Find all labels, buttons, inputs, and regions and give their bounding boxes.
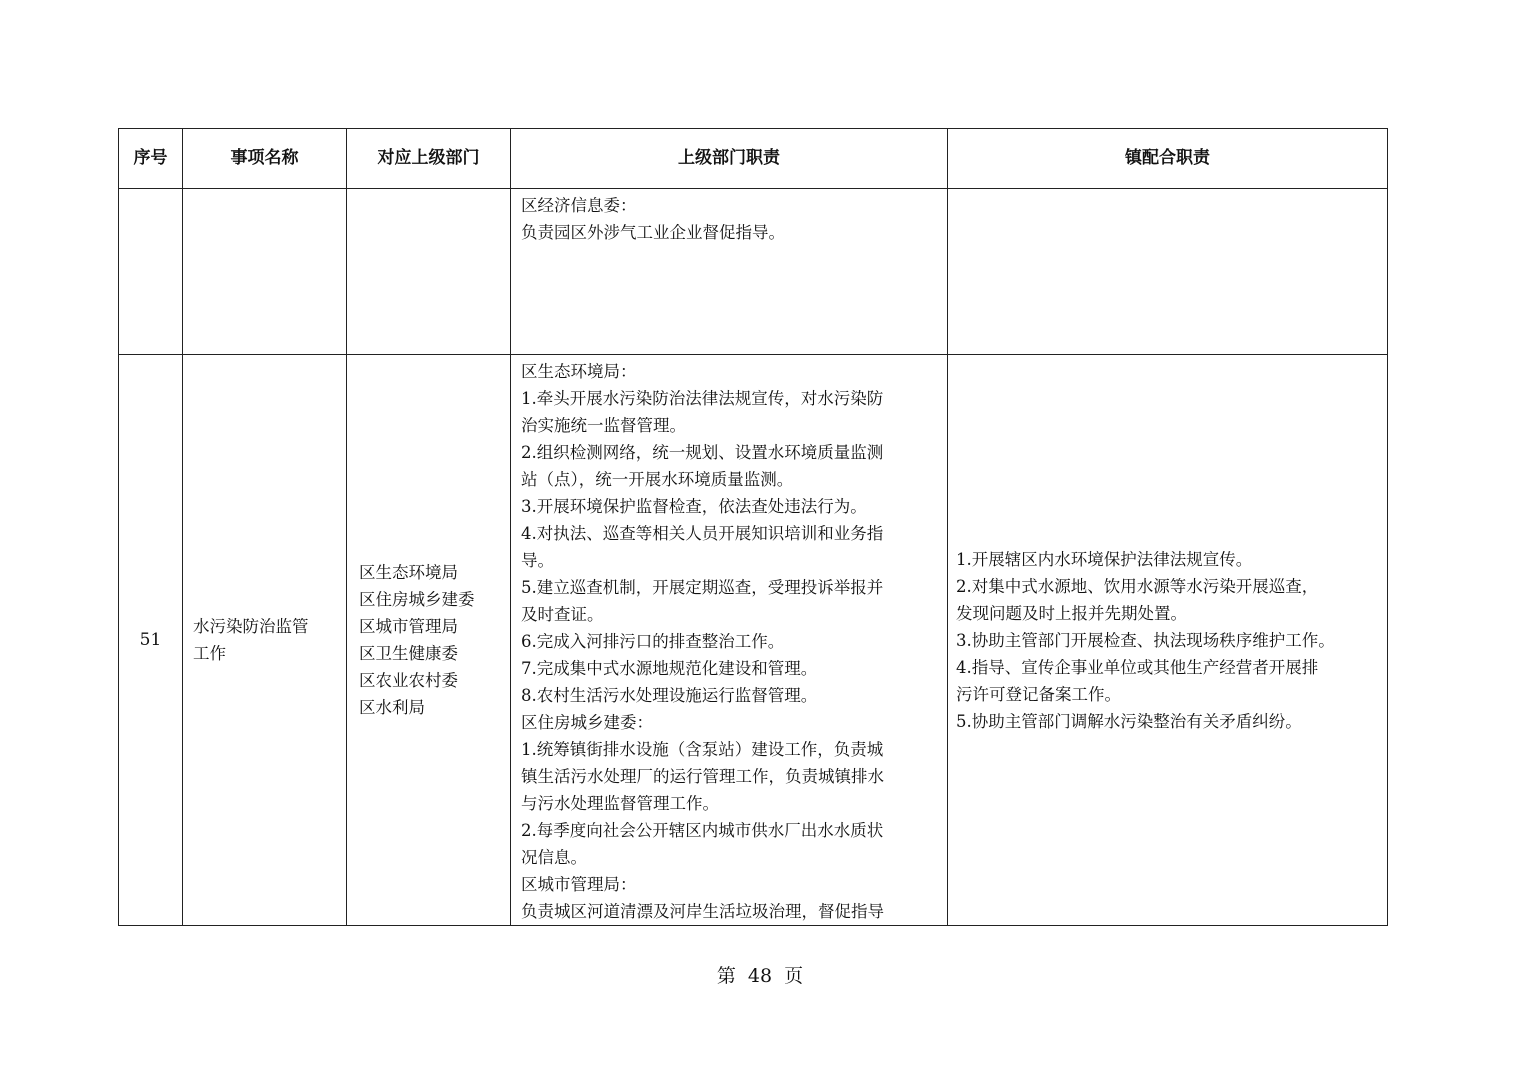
row51-town-duty (948, 355, 1388, 926)
row51-upper-line: 与污水处理监督管理工作。 (521, 794, 719, 813)
row51-dept-line: 区住房城乡建委 (359, 590, 475, 609)
header-upper-duty: 上级部门职责 (511, 129, 948, 189)
row51-town-line: 1.开展辖区内水环境保护法律法规宣传。 (956, 549, 1253, 569)
page-number: 第 48 页 (716, 965, 804, 987)
row51-upper-line: 3.开展环境保护监督检查，依法查处违法行为。 (521, 497, 867, 516)
continued-town-duty (948, 189, 1388, 355)
row51-upper-line: 治实施统一监督管理。 (521, 416, 686, 435)
row51-dept-line: 区农业农村委 (359, 671, 458, 690)
table-row-51 (119, 355, 1388, 926)
continued-upper-line: 负责园区外涉气工业企业督促指导。 (521, 223, 785, 242)
header-dept: 对应上级部门 (347, 129, 511, 189)
table-row-continued (119, 189, 1388, 355)
continued-seq (119, 189, 183, 355)
row51-upper-line: 区住房城乡建委： (521, 713, 653, 732)
continued-dept (347, 189, 511, 355)
row51-upper-line: 6.完成入河排污口的排查整治工作。 (521, 632, 785, 651)
row51-town-line: 2.对集中式水源地、饮用水源等水污染开展巡查， (956, 576, 1319, 596)
row51-seq: 51 (119, 355, 183, 926)
row51-upper-line: 2.组织检测网络，统一规划、设置水环境质量监测 (521, 443, 884, 462)
row51-upper-line: 1.统筹镇街排水设施（含泵站）建设工作，负责城 (521, 740, 884, 759)
continued-upper-duty (511, 189, 948, 355)
row51-upper-line: 镇生活污水处理厂的运行管理工作，负责城镇排水 (521, 767, 884, 786)
row51-dept-line: 区卫生健康委 (359, 644, 458, 663)
header-town-duty: 镇配合职责 (948, 129, 1388, 189)
row51-upper-line: 7.完成集中式水源地规范化建设和管理。 (521, 659, 818, 678)
row51-upper-line: 1.牵头开展水污染防治法律法规宣传，对水污染防 (521, 389, 884, 408)
header-item-name: 事项名称 (183, 129, 347, 189)
row51-upper-line: 2.每季度向社会公开辖区内城市供水厂出水水质状 (521, 821, 884, 840)
row51-upper-line: 5.建立巡查机制，开展定期巡查，受理投诉举报并 (521, 578, 884, 597)
row51-item-name (183, 355, 347, 926)
row51-dept-line: 区生态环境局 (359, 563, 458, 582)
row51-item-name-line: 水污染防治监管 (193, 617, 309, 636)
row51-dept (347, 355, 511, 926)
row51-upper-line: 4.对执法、巡查等相关人员开展知识培训和业务指 (521, 524, 884, 543)
row51-town-line: 发现问题及时上报并先期处置。 (956, 603, 1187, 623)
continued-item-name (183, 189, 347, 355)
continued-upper-line: 区经济信息委： (521, 196, 637, 215)
row51-upper-line: 导。 (521, 551, 554, 570)
row51-town-line: 污许可登记备案工作。 (956, 684, 1121, 704)
row51-upper-line: 况信息。 (521, 848, 587, 867)
row51-town-line: 5.协助主管部门调解水污染整治有关矛盾纠纷。 (956, 711, 1302, 731)
row51-upper-duty (511, 355, 948, 926)
row51-upper-line: 区城市管理局： (521, 875, 637, 894)
row51-upper-line: 负责城区河道清漂及河岸生活垃圾治理，督促指导 (521, 902, 884, 921)
row51-upper-line: 区生态环境局： (521, 362, 637, 381)
row51-dept-line: 区水利局 (359, 698, 425, 717)
responsibility-table (118, 128, 1388, 926)
row51-upper-line: 及时查证。 (521, 605, 604, 624)
row51-upper-line: 站（点），统一开展水环境质量监测。 (521, 470, 794, 489)
table-header-row (119, 129, 1388, 189)
row51-upper-line: 8.农村生活污水处理设施运行监督管理。 (521, 686, 818, 705)
row51-town-line: 3.协助主管部门开展检查、执法现场秩序维护工作。 (956, 630, 1335, 650)
row51-item-name-line: 工作 (193, 644, 226, 663)
row51-town-line: 4.指导、宣传企事业单位或其他生产经营者开展排 (956, 657, 1319, 677)
row51-dept-line: 区城市管理局 (359, 617, 458, 636)
header-seq: 序号 (119, 129, 183, 189)
